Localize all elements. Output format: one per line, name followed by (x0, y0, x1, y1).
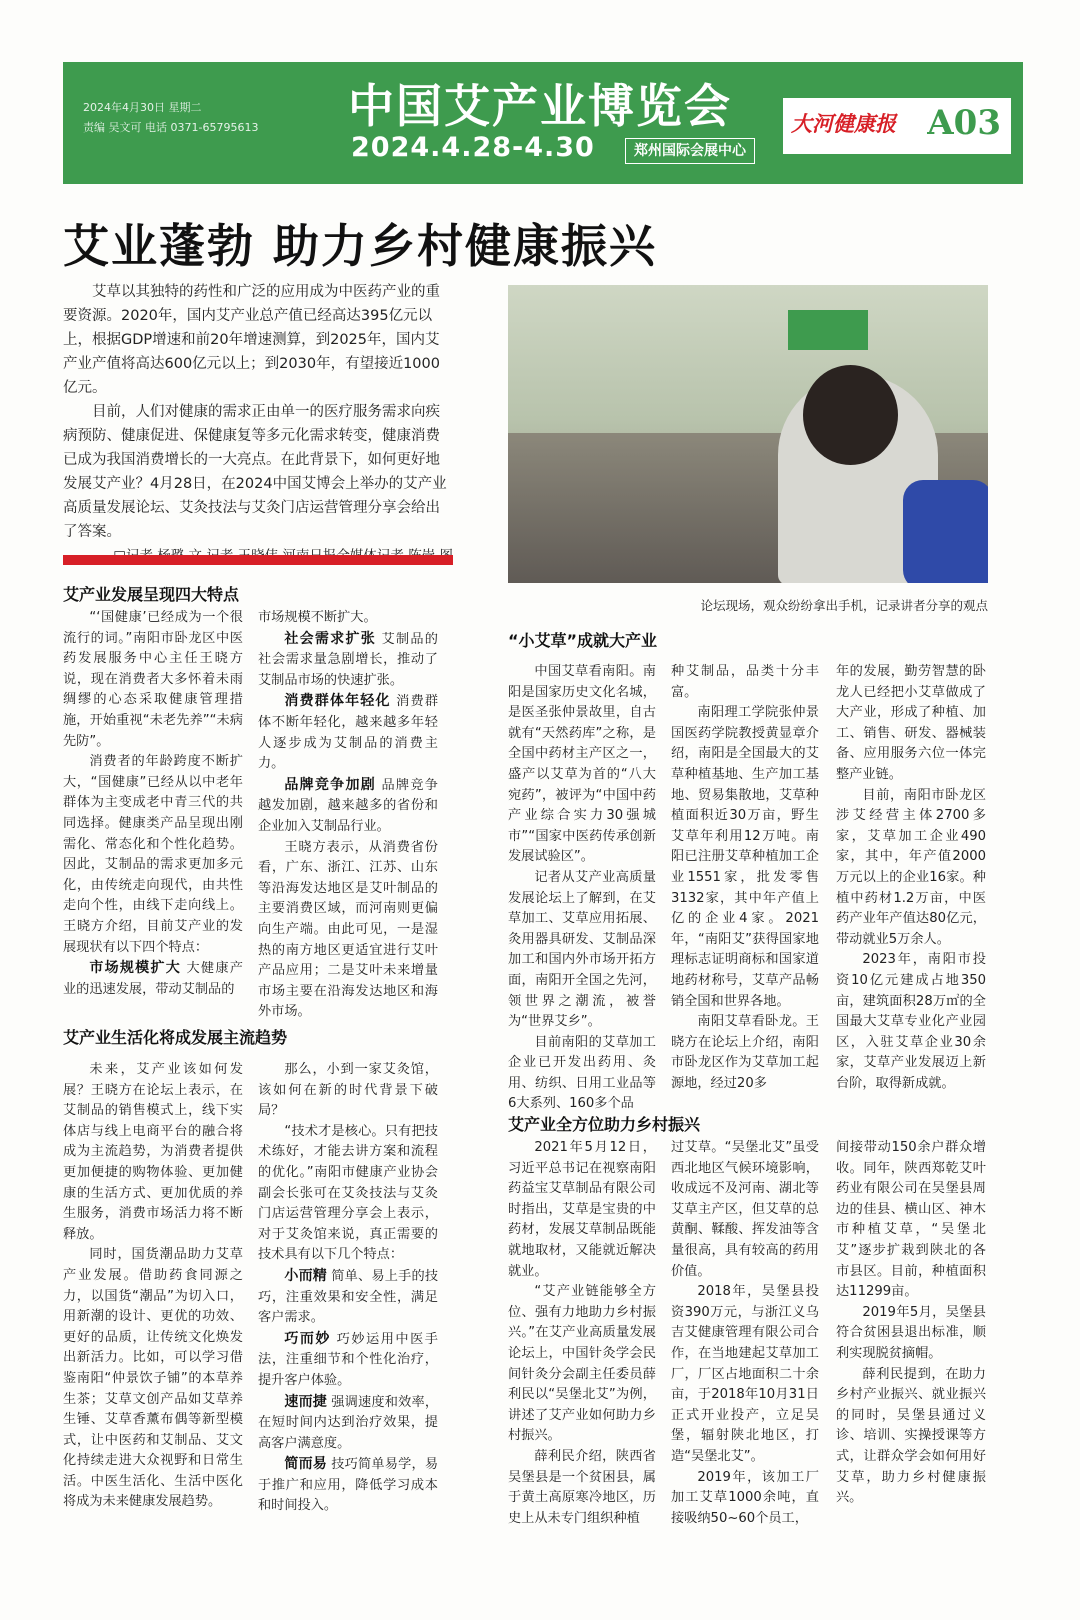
issue-date: 2024年4月30日 星期二 (83, 101, 202, 114)
subhead: 消费群体年轻化 (284, 693, 391, 710)
page-banner (63, 62, 1023, 184)
section1-column2 (258, 608, 438, 1023)
paragraph-text: 消费群体不断年轻化，越来越多年轻人逐步成为艾制品的消费主力。 (258, 694, 439, 772)
section4-column3 (836, 1138, 986, 1509)
section1-column1 (63, 608, 243, 1000)
expo-venue: 郑州国际会展中心 (625, 138, 755, 164)
paragraph: 南阳艾草看卧龙。王晓方在论坛上介绍，南阳市卧龙区作为艾草加工起源地，经过20多 (671, 1014, 819, 1091)
paragraph (258, 775, 438, 838)
page-number: A03 (927, 103, 1001, 143)
section3-column1 (508, 662, 656, 1115)
paragraph: 那么，小到一家艾灸馆，该如何在新的时代背景下破局？ (258, 1062, 438, 1119)
forum-photo (508, 285, 988, 583)
paragraph: 薛利民提到，在助力乡村产业振兴、就业振兴的同时，吴堡县通过义诊、培训、实操授课等方式，让群众学会如何用好艾草，助力乡村健康振兴。 (836, 1366, 986, 1506)
section-title-industry: “小艾草”成就大产业 (508, 631, 658, 650)
paragraph (258, 1329, 438, 1392)
masthead (783, 98, 1011, 154)
paragraph: 过艾草。“吴堡北艾”虽受西北地区气候环境影响，收成远不及河南、湖北等艾草主产区，但艾草的总黄酮、鞣酸、挥发油等含量很高，具有较高的药用价值。 (671, 1140, 819, 1279)
paragraph: “‘国健康’已经成为一个很流行的词。”南阳市卧龙区中医药发展服务中心主任王晓方说，现在消费者大多怀着未雨绸缪的心态采取健康管理措施，开始重视“未老先养”“未病先防”。 (63, 610, 243, 749)
paragraph: 2018年，吴堡县投资390万元，与浙江义乌吉艾健康管理有限公司合作，在当地建起艾草加工厂，厂区占地面积二十余亩，于2018年10月31日正式开业投产，立足吴堡，辐射陕北地区，打造“吴堡北艾”。 (671, 1284, 819, 1464)
paragraph-text: 巧妙运用中医手法，注重细节和个性化治疗，提升客户体验。 (258, 1331, 438, 1388)
subhead: 速而捷 (284, 1393, 327, 1410)
section4-column2 (671, 1138, 819, 1529)
photo-caption: 论坛现场，观众纷纷拿出手机，记录讲者分享的观点 (700, 598, 988, 613)
paragraph (258, 691, 438, 774)
section-title-features: 艾产业发展呈现四大特点 (63, 585, 240, 604)
expo-title: 中国艾产业博览会 (348, 79, 732, 133)
section4-column1 (508, 1138, 656, 1529)
paragraph: 同时，国货潮品助力艾草产业发展。借助药食同源之力，以国货“潮品”为切入口，用新潮的设计、更优的功效、更好的品质，让传统文化焕发出新活力。比如，可以学习借鉴南阳“仲景饮子铺”的本草养生茶；艾草文创产品如艾草养生锤、艾草香薰布偶等新型模式，让中医药和艾制品、艾文化持续走进大众视野和日常生活。中医生活化、生活中医化将成为未来健康发展趋势。 (63, 1247, 243, 1510)
paragraph: 市场规模不断扩大。 (258, 610, 377, 625)
section-title-trend: 艾产业生活化将成发展主流趋势 (63, 1028, 288, 1047)
paragraph: 未来，艾产业该如何发展？王晓方在论坛上表示，在艾制品的销售模式上，线下实体店与线上电商平台的融合将成为主流趋势，为消费者提供更加便捷的购物体验、更加健康的生活方式、更加优质的养生服务，消费市场活力将不断释放。 (63, 1062, 243, 1242)
paper-name: 大河健康报 (791, 111, 896, 136)
subhead: 简而易 (284, 1456, 327, 1473)
paragraph: “技术才是核心。只有把技术练好，才能去讲方案和流程的优化。”南阳市健康产业协会副会长张可在艾灸技法与艾灸门店运营管理分享会上表示，对于艾灸馆来说，真正需要的技术具有以下几个特点： (258, 1123, 438, 1263)
section2-column2 (258, 1060, 438, 1517)
section3-column2 (671, 662, 819, 1094)
paragraph: 薛利民介绍，陕西省吴堡县是一个贫困县，属于黄土高原寒冷地区，历史上从未专门组织种植 (508, 1448, 656, 1526)
editor-line: 责编 吴文可 电话 0371-65795613 (83, 121, 259, 134)
photo-screen (788, 310, 868, 350)
paragraph: 记者从艾产业高质量发展论坛上了解到，在艾草加工、艾草应用拓展、灸用器具研发、艾制品深加工和国内外市场开拓方面，南阳开全国之先河，领世界之潮流，被誉为“世界艾乡”。 (508, 869, 656, 1030)
section2-column1 (63, 1060, 243, 1513)
paragraph (258, 1392, 438, 1455)
paragraph: 年的发展，勤劳智慧的卧龙人已经把小艾草做成了大产业，形成了种植、加工、销售、研发、器械装备、应用服务六位一体完整产业链。 (836, 664, 986, 782)
paragraph: “艾产业链能够全方位、强有力地助力乡村振兴。”在艾产业高质量发展论坛上，中国针灸学会民间针灸分会副主任委员薛利民以“吴堡北艾”为例，讲述了艾产业如何助力乡村振兴。 (508, 1284, 656, 1444)
lead-paragraph: 目前，人们对健康的需求正由单一的医疗服务需求向疾病预防、健康促进、保健康复等多元化需求转变，健康消费已成为我国消费增长的一大亮点。在此背景下，如何更好地发展艾产业？4月28日，在2024中国艾博会上举办的艾产业高质量发展论坛、艾灸技法与艾灸门店运营管理分享会给出了答案。 (63, 404, 447, 540)
paragraph-text: 简单、易上手的技巧，注重效果和安全性，满足客户需求。 (258, 1268, 439, 1326)
paragraph: 2019年5月，吴堡县符合贫困县退出标准，顺利实现脱贫摘帽。 (836, 1304, 986, 1361)
photo-chair (903, 480, 988, 583)
section3-column3 (836, 662, 986, 1094)
paragraph (258, 629, 438, 692)
lead-paragraph: 艾草以其独特的药性和广泛的应用成为中医药产业的重要资源。2020年，国内艾产业总产值已经高达395亿元以上，根据GDP增速和前20年增速测算，到2025年，国内艾产业产值将高达600亿元以上；到2030年，有望接近1000亿元。 (63, 284, 440, 396)
paragraph: 目前南阳的艾草加工企业已开发出药用、灸用、纺织、日用工业品等6大系列、160多个品 (508, 1034, 656, 1112)
paragraph-text: 品牌竞争越发加剧，越来越多的省份和企业加入艾制品行业。 (258, 777, 438, 834)
paragraph: 间接带动150余户群众增收。同年，陕西郑乾艾叶药业有限公司在吴堡县周边的佳县、横山区、神木市种植艾草，“吴堡北艾”逐步扩栽到陕北的各市县区。目前，种植面积达11299亩。 (836, 1140, 986, 1300)
paragraph: 王晓方表示，从消费省份看，广东、浙江、江苏、山东等沿海发达地区是艾叶制品的主要消费区域，而河南则更偏向生产端。由此可见，一是湿热的南方地区更适宜进行艾叶产品应用；二是艾叶未来增量市场主要在沿海发达地区和海外市场。 (258, 839, 438, 1020)
subhead: 小而精 (284, 1267, 327, 1284)
paragraph (63, 958, 243, 1000)
paragraph: 2019年，该加工厂加工艾草1000余吨，直接吸纳50~60个员工， (671, 1469, 819, 1526)
subhead: 社会需求扩张 (284, 630, 376, 647)
paragraph: 2023年，南阳市投资10亿元建成占地350亩，建筑面积28万㎡的全国最大艾草专业化产业园区，入驻艾草企业30余家，艾草产业发展迈上新台阶，取得新成就。 (836, 952, 986, 1091)
paragraph (258, 1454, 438, 1517)
paragraph (258, 1266, 438, 1329)
headline: 艾业蓬勃 助力乡村健康振兴 (63, 219, 658, 273)
photo-hair (803, 365, 898, 465)
paragraph-text: 艾制品的社会需求量急剧增长，推动了艾制品市场的快速扩张。 (258, 631, 438, 688)
paragraph: 目前，南阳市卧龙区涉艾经营主体2700多家，艾草加工企业490家，其中，年产值2000万元以上的企业16家。种植中药材1.2万亩，中医药产业年产值达80亿元，带动就业5万余人。 (836, 787, 986, 947)
paragraph: 中国艾草看南阳。南阳是国家历史文化名城，是医圣张仲景故里，自古就有“天然药库”之称，是全国中药材主产区之一，盛产以艾草为首的“八大宛药”，被评为“中国中药产业综合实力30强城市”“国家中医药传承创新发展试验区”。 (508, 664, 656, 865)
lead-text (63, 280, 453, 568)
paragraph: 种艾制品，品类十分丰富。 (671, 664, 819, 700)
paragraph-text: 大健康产业的迅速发展，带动艾制品的 (63, 961, 243, 997)
subhead: 巧而妙 (284, 1330, 331, 1347)
paragraph: 2021年5月12日，习近平总书记在视察南阳药益宝艾草制品有限公司时指出，艾草是宝贵的中药材，发展艾草制品既能就地取材，又能就近解决就业。 (508, 1140, 656, 1279)
expo-dates: 2024.4.28-4.30 (351, 132, 595, 163)
paragraph-text: 强调速度和效率，在短时间内达到治疗效果，提高客户满意度。 (258, 1394, 439, 1451)
subhead: 市场规模扩大 (89, 960, 181, 977)
paragraph-text: 技巧简单易学，易于推广和应用，降低学习成本和时间投入。 (258, 1457, 439, 1514)
paragraph: 南阳理工学院张仲景国医药学院教授黄显章介绍，南阳是全国最大的艾草种植基地、生产加工基地、贸易集散地，艾草种植面积近30万亩，野生艾草年利用12万吨。南阳已注册艾草种植加工企业1551家，批发零售3132家，其中年产值上亿的企业4家。2021年，“南阳艾”获得国家地理标志证明商标和国家道地药材称号，艾草产品畅销全国和世界各地。 (671, 705, 819, 1009)
red-divider (63, 555, 453, 565)
paragraph: 消费者的年龄跨度不断扩大，“国健康”已经从以中老年群体为主变成老中青三代的共同选择。健康类产品呈现出刚需化、常态化和个性化趋势。因此，艾制品的需求更加多元化，由传统走向现代，由共性走向个性，由线下走向线上。王晓方介绍，目前艾产业的发展现状有以下四个特点： (63, 754, 243, 955)
subhead: 品牌竞争加剧 (284, 776, 376, 793)
banner-meta (83, 98, 258, 138)
section-title-rural: 艾产业全方位助力乡村振兴 (508, 1115, 701, 1134)
